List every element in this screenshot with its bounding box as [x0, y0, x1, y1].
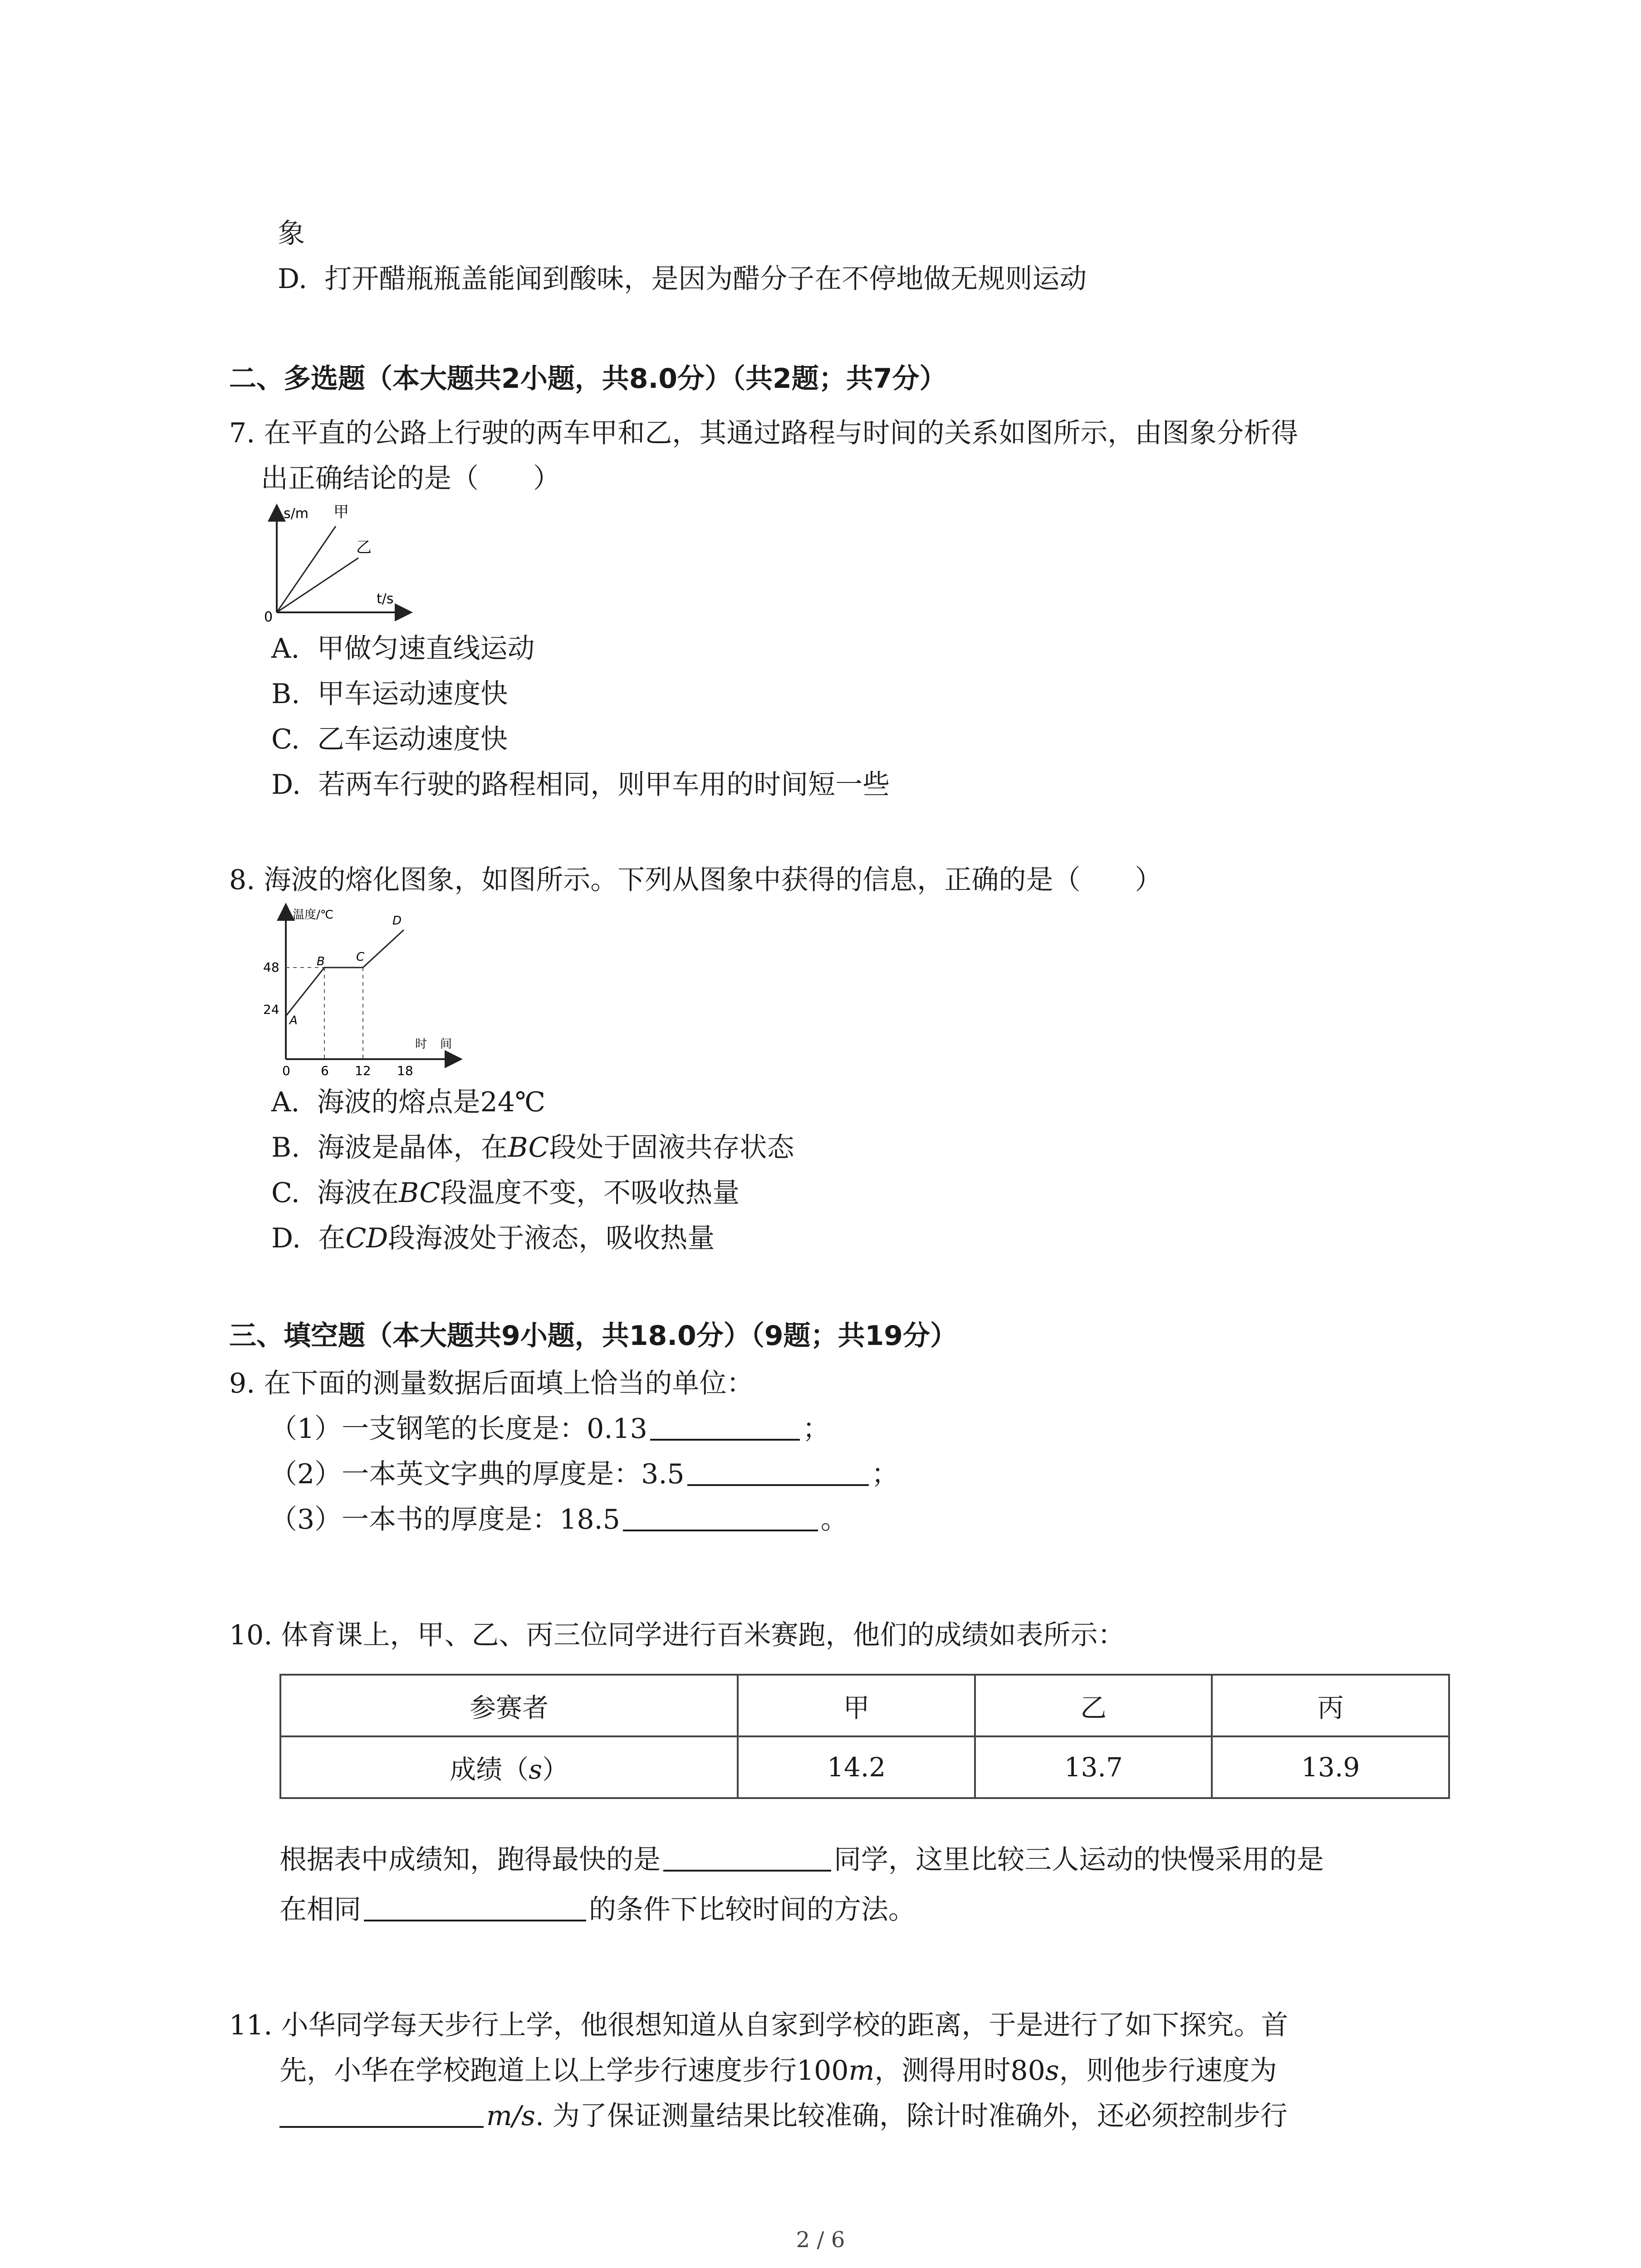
answer-blank[interactable]	[650, 1412, 800, 1441]
q7-option-b	[271, 674, 508, 714]
table-cell: 13.7	[975, 1736, 1212, 1798]
q11-stem-line2	[279, 2050, 1277, 2091]
option-text-post: 段海波处于液态，吸收热量	[388, 1222, 715, 1254]
item-text: （3）一本书的厚度是：18.5	[270, 1504, 620, 1535]
table-header-row	[280, 1675, 1449, 1736]
q7-origin: 0	[264, 609, 273, 625]
option-text: 在	[318, 1222, 346, 1254]
option-label: C.	[271, 723, 300, 755]
table-header-cell: 甲	[738, 1675, 975, 1736]
item-text: （2）一本英文字典的厚度是：3.5	[270, 1458, 685, 1490]
table-cell: 13.9	[1212, 1736, 1449, 1798]
q8-y-tick-48: 48	[263, 960, 279, 975]
option-text: 乙车运动速度快	[317, 723, 508, 755]
q8-option-a	[271, 1082, 545, 1123]
text: 先，小华在学校跑道上以上学步行速度步行100	[279, 2055, 849, 2087]
q11-stem-line3	[279, 2096, 1288, 2136]
answer-blank[interactable]	[623, 1502, 818, 1531]
table-header-cell: 丙	[1212, 1675, 1449, 1736]
q10-after-line1	[279, 1839, 1324, 1880]
q9-item-3	[270, 1499, 848, 1540]
answer-blank[interactable]	[364, 1892, 586, 1921]
q9-item-2	[270, 1454, 899, 1495]
option-label: A.	[271, 633, 300, 665]
q7-line-jia	[277, 526, 336, 612]
unit: s	[1045, 2055, 1059, 2087]
q8-point-a: A	[289, 1014, 298, 1027]
q8-point-d: D	[392, 914, 402, 928]
row-label-unit: s	[529, 1754, 543, 1785]
option-text: 甲做匀速直线运动	[317, 633, 535, 665]
option-label: C.	[271, 1177, 300, 1209]
q8-x-tick-18: 18	[397, 1063, 413, 1078]
q7-label-yi: 乙	[356, 538, 372, 557]
table-cell: 14.2	[738, 1736, 975, 1798]
option-label: D.	[271, 769, 301, 801]
q8-x-label-2: 间	[440, 1037, 452, 1051]
q8-y-tick-24: 24	[263, 1002, 279, 1017]
q8-option-b	[271, 1127, 794, 1168]
q8-stem: 8. 海波的熔化图象，如图所示。下列从图象中获得的信息，正确的是（ ）	[229, 864, 1162, 896]
q7-label-jia: 甲	[333, 503, 349, 521]
row-label-close: ）	[542, 1754, 569, 1785]
text: ，则他步行速度为	[1059, 2055, 1277, 2087]
option-text-post: 段处于固液共存状态	[549, 1132, 794, 1163]
option-text: 甲车运动速度快	[317, 678, 508, 710]
row-label-text: 成绩（	[450, 1754, 529, 1785]
q7-option-c	[271, 719, 508, 760]
q8-option-d	[271, 1218, 715, 1259]
table-row	[280, 1736, 1449, 1798]
answer-blank[interactable]	[663, 1843, 831, 1872]
q8-point-c: C	[356, 950, 365, 964]
q8-x-tick-6: 6	[321, 1063, 329, 1078]
q10-stem: 10. 体育课上，甲、乙、丙三位同学进行百米赛跑，他们的成绩如表所示：	[229, 1619, 1125, 1651]
answer-blank[interactable]	[279, 2099, 484, 2128]
unit: m	[848, 2055, 875, 2087]
page-number: 2 / 6	[796, 2227, 845, 2253]
option-label: A.	[271, 1086, 300, 1118]
text: 在相同	[279, 1894, 361, 1926]
option-math: BC	[508, 1132, 549, 1163]
option-text: 若两车行驶的路程相同，则甲车用的时间短一些	[318, 769, 890, 801]
text: 同学，这里比较三人运动的快慢采用的是	[834, 1844, 1324, 1876]
q8-option-c	[271, 1173, 740, 1213]
item-text: （1）一支钢笔的长度是：0.13	[270, 1413, 647, 1445]
q8-x-tick-0: 0	[282, 1063, 290, 1078]
answer-blank[interactable]	[687, 1457, 869, 1486]
text: . 为了保证测量结果比较准确，除计时准确外，还必须控制步行	[535, 2100, 1288, 2132]
section-2-title: 二、多选题（本大题共2小题，共8.0分）（共2题；共7分）	[229, 363, 947, 395]
q8-x-tick-12: 12	[355, 1063, 371, 1078]
q7-option-a	[271, 628, 535, 669]
option-label: B.	[271, 1132, 300, 1163]
option-text: 打开醋瓶瓶盖能闻到酸味，是因为醋分子在不停地做无规则运动	[324, 263, 1087, 295]
option-text: 海波是晶体，在	[317, 1132, 508, 1163]
q11-stem-line1: 11. 小华同学每天步行上学，他很想知道从自家到学校的距离，于是进行了如下探究。首	[229, 2009, 1288, 2041]
text: ，测得用时80	[874, 2055, 1045, 2087]
text: 根据表中成绩知，跑得最快的是	[279, 1844, 661, 1876]
q8-melting-curve	[286, 930, 404, 1016]
option-label: B.	[271, 678, 300, 710]
section-3-title: 三、填空题（本大题共9小题，共18.0分）（9题；共19分）	[229, 1320, 958, 1352]
q8-y-label: 温度/℃	[293, 908, 333, 922]
q7-stem-line1: 7. 在平直的公路上行驶的两车甲和乙，其通过路程与时间的关系如图所示，由图象分析得	[229, 417, 1298, 449]
text: 的条件下比较时间的方法。	[589, 1894, 916, 1926]
table-header-cell: 乙	[975, 1675, 1212, 1736]
q10-after-line2	[279, 1889, 916, 1930]
q7-stem-line2: 出正确结论的是（ ）	[261, 463, 560, 494]
q9-item-1	[270, 1408, 830, 1449]
option-label: D.	[278, 263, 308, 295]
q7-x-label: t/s	[377, 591, 394, 607]
q7-graph	[254, 499, 417, 626]
q8-graph	[254, 903, 472, 1080]
option-math: CD	[345, 1222, 388, 1254]
table-header-cell: 参赛者	[280, 1675, 738, 1736]
option-math: BC	[399, 1177, 441, 1209]
option-text: 海波的熔点是24℃	[317, 1086, 546, 1118]
q7-line-yi	[277, 558, 358, 612]
q6-option-d	[278, 259, 1087, 299]
q7-y-label: s/m	[284, 506, 309, 522]
option-text: 海波在	[317, 1177, 399, 1209]
option-text-post: 段温度不变，不吸收热量	[440, 1177, 740, 1209]
option-label: D.	[271, 1222, 301, 1254]
q7-option-d	[271, 764, 890, 805]
q10-results-table	[279, 1674, 1450, 1799]
q6-option-c-tail: 象	[278, 218, 305, 249]
table-row-label	[280, 1736, 738, 1798]
q9-stem: 9. 在下面的测量数据后面填上恰当的单位：	[229, 1368, 754, 1399]
q8-x-label-1: 时	[415, 1037, 427, 1051]
item-end: ；	[802, 1413, 830, 1445]
q8-point-b: B	[317, 955, 325, 968]
item-end: 。	[820, 1504, 848, 1535]
item-end: ；	[871, 1458, 899, 1490]
unit: m/s	[486, 2100, 535, 2132]
